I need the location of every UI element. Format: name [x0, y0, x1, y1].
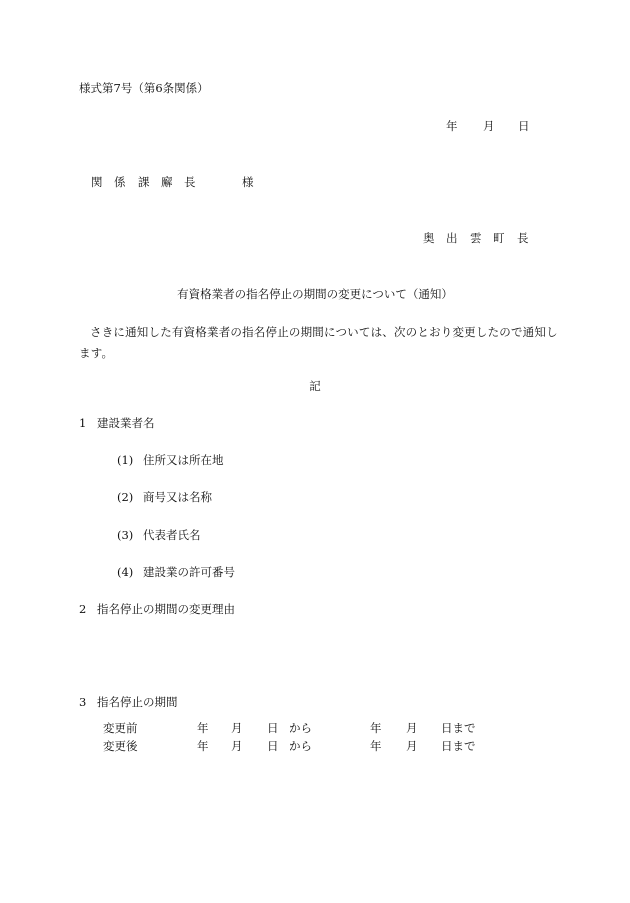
period-day: 日	[267, 721, 279, 735]
period-month-end: 月	[406, 739, 418, 753]
period-month: 月	[231, 739, 243, 753]
period-year: 年	[197, 721, 209, 735]
item-label: 商号又は名称	[143, 490, 212, 504]
section-3-heading	[79, 695, 178, 709]
section-1-item	[117, 453, 224, 467]
section-label: 建設業者名	[97, 416, 155, 430]
addressee-char: 係	[114, 175, 126, 189]
section-label: 指名停止の期間の変更理由	[97, 602, 235, 616]
sender-char: 雲	[470, 231, 482, 245]
addressee-char: 課	[138, 175, 150, 189]
period-year-end: 年	[370, 721, 382, 735]
section-1-heading	[79, 416, 155, 430]
item-label: 住所又は所在地	[143, 453, 224, 467]
sender-char: 出	[446, 231, 458, 245]
item-number: (4)	[117, 565, 134, 579]
sender-char: 長	[517, 231, 529, 245]
section-number: 1	[79, 416, 87, 430]
period-label: 変更前	[103, 721, 138, 735]
item-label: 代表者氏名	[143, 528, 201, 542]
period-day: 日	[267, 739, 279, 753]
item-label: 建設業の許可番号	[143, 565, 235, 579]
date-year-label: 年	[446, 119, 458, 133]
document-title: 有資格業者の指名停止の期間の変更について（通知）	[177, 287, 453, 301]
item-number: (1)	[117, 453, 134, 467]
section-2-heading	[79, 602, 235, 616]
addressee-honorific: 様	[242, 175, 254, 189]
period-from: から	[289, 721, 312, 735]
date-day-label: 日	[518, 119, 530, 133]
sender-char: 奥	[423, 231, 435, 245]
section-number: 3	[79, 695, 87, 709]
section-1-item	[117, 565, 235, 579]
period-month-end: 月	[406, 721, 418, 735]
ki-heading: 記	[309, 379, 321, 393]
addressee-char: 長	[184, 175, 196, 189]
item-number: (2)	[117, 490, 134, 504]
section-number: 2	[79, 602, 87, 616]
date-month-label: 月	[483, 119, 495, 133]
item-number: (3)	[117, 528, 134, 542]
period-until: 日まで	[441, 721, 476, 735]
addressee-char: 関	[91, 175, 103, 189]
body-paragraph: さきに通知した有資格業者の指名停止の期間については、次のとおり変更したので通知します。	[79, 325, 558, 360]
period-from: から	[289, 739, 312, 753]
period-month: 月	[231, 721, 243, 735]
section-1-item	[117, 490, 212, 504]
form-number: 様式第7号（第6条関係）	[79, 81, 209, 95]
sender-char: 町	[493, 231, 505, 245]
period-year: 年	[197, 739, 209, 753]
period-label: 変更後	[103, 739, 138, 753]
period-until: 日まで	[441, 739, 476, 753]
period-year-end: 年	[370, 739, 382, 753]
addressee-char: 廨	[161, 175, 173, 189]
section-label: 指名停止の期間	[97, 695, 178, 709]
section-1-item	[117, 528, 201, 542]
